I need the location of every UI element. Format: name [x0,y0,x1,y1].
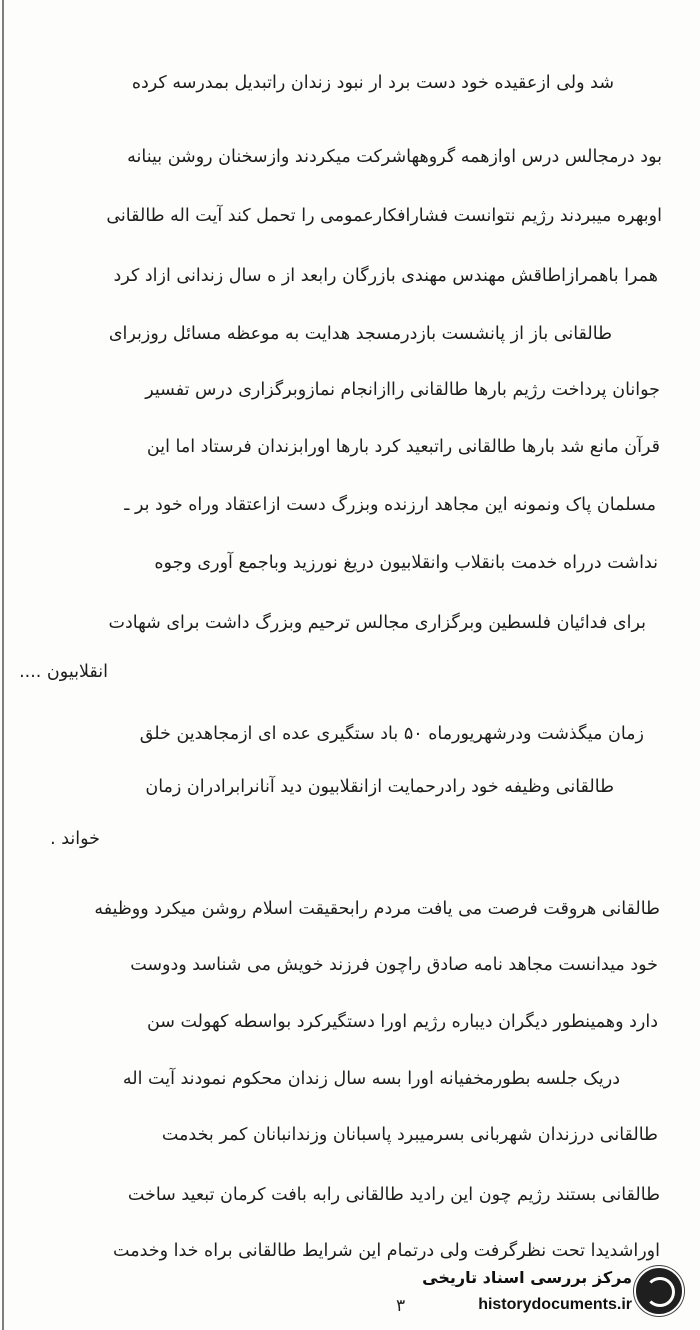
text-line: برای فدائیان فلسطین وبرگزاری مجالس ترحیم وبزرگ داشت برای شهادت [108,613,646,633]
text-line: دارد وهمینطور دیگران دیباره رژیم اورا دستگیرکرد بواسطه کهولت سن [146,1012,658,1032]
text-line: همرا باهمرازاطاقش مهندس مهندی بازرگان رابعد از ه سال زندانی ازاد کرد [113,266,658,286]
text-line: طالقانی بستند رژیم چون این رادید طالقانی رابه بافت کرمان تبعید ساخت [127,1185,660,1205]
text-line: اوبهره میبردند رژیم نتوانست فشارافکارعمومی را تحمل کند آیت اله طالقانی [106,206,662,226]
text-line: جوانان پرداخت رژیم بارها طالقانی راازانجام نمازوبرگزاری درس تفسیر [145,380,660,400]
archive-circle-logo-icon [634,1266,684,1316]
text-line: اوراشدیدا تحت نظرگرفت ولی درتمام این شرایط طالقانی براه خدا وخدمت [113,1241,660,1261]
watermark-persian-text: مرکز بررسی اسناد تاریخی [422,1268,632,1287]
text-line: انقلابیون .... [19,662,108,682]
watermark [398,1264,688,1326]
page-number: ۳ [396,1296,406,1316]
text-line: طالقانی وظیفه خود رادرحمایت ازانقلابیون دید آنانرابرادران زمان [145,777,614,797]
text-line: شد ولی ازعقیده خود دست برد ار نبود زندان راتبدیل بمدرسه کرده [131,73,614,93]
text-line: خواند . [50,829,100,849]
text-line: زمان میگذشت ودرشهریورماه ۵۰ باد ستگیری عده ای ازمجاهدین خلق [139,724,644,744]
text-line: قرآن مانع شد بارها طالقانی راتبعید کرد بارها اورابزندان فرستاد اما این [146,437,660,457]
text-line: طالقانی درزندان شهربانی بسرمیبرد پاسبانان وزندانبانان کمر بخدمت [161,1125,658,1145]
text-line: خود میدانست مجاهد نامه صادق راچون فرزند خویش می شناسد ودوست [130,955,658,975]
text-line: طالقانی هروقت فرصت می یافت مردم رابحقیقت اسلام روشن میکرد ووظیفه [94,899,660,919]
text-line: نداشت درراه خدمت بانقلاب وانقلابیون دریغ نورزید وباجمع آوری وجوه [154,553,658,573]
text-line: طالقانی باز از پانشست بازدرمسجد هدایت به موعظه مسائل روزبرای [108,324,612,344]
scan-left-edge [2,0,4,1330]
text-line: دریک جلسه بطورمخفیانه اورا بسه سال زندان محکوم نمودند آیت اله [122,1069,620,1089]
text-line: مسلمان پاک ونمونه این مجاهد ارزنده وبزرگ دست ازاعتقاد وراه خود بر ـ [124,495,656,515]
text-line: بود درمجالس درس اوازهمه گروههاشرکت میکردند وازسخنان روشن بینانه [127,147,662,167]
watermark-url[interactable]: historydocuments.ir [478,1296,632,1313]
